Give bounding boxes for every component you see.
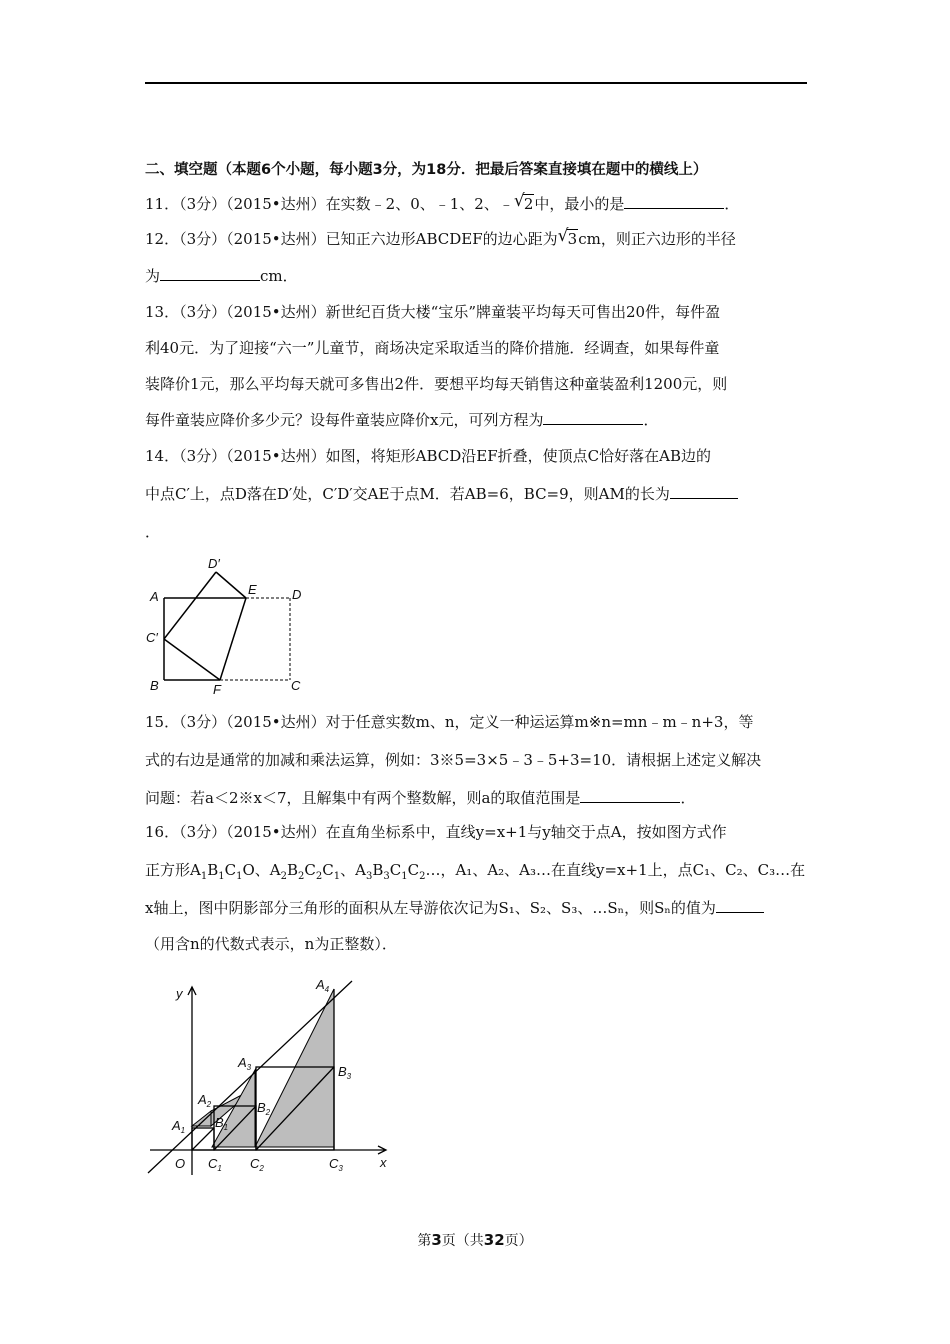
label-a1: $A_1$ bbox=[172, 1118, 186, 1135]
q15-line3-prefix: 问题：若a＜2※x＜7，且解集中有两个整数解，则a的取值范围是 bbox=[145, 789, 581, 807]
shaded-triangle-s1 bbox=[192, 1111, 211, 1126]
question-15-line3 bbox=[145, 788, 695, 808]
answer-blank[interactable] bbox=[670, 484, 738, 499]
total-pages: 32 bbox=[483, 1231, 505, 1249]
label-c1: $C_1$ bbox=[208, 1156, 222, 1173]
q16-line3-prefix: x轴上，图中阴影部分三角形的面积从左导游依次记为S₁、S₂、S₃、…Sₙ，则Sₙ的值为 bbox=[145, 899, 716, 917]
page-number: 3 bbox=[431, 1231, 442, 1249]
segment-dpe bbox=[216, 572, 246, 598]
question-14-line2 bbox=[145, 484, 738, 504]
shaded-triangle-s3 bbox=[255, 989, 334, 1147]
q11-prefix: 11．（3分）（2015•达州）在实数﹣2、0、﹣1、2、﹣ bbox=[145, 195, 514, 213]
q11-suffix: 中，最小的是 bbox=[534, 195, 625, 213]
label-d: D bbox=[292, 587, 302, 602]
footer-pre: 第 bbox=[417, 1233, 432, 1249]
q12-radicand: 3 bbox=[567, 230, 578, 248]
label-a: A bbox=[150, 589, 159, 604]
label-a4: $A_4$ bbox=[316, 977, 330, 994]
q16-line2-a: 正方形A bbox=[145, 861, 201, 879]
label-x: x bbox=[380, 1155, 387, 1170]
segment-cpf bbox=[164, 639, 220, 680]
q16-figure bbox=[140, 975, 400, 1185]
segment-cpdp bbox=[164, 572, 216, 639]
q12-suffix: cm，则正六边形的半径 bbox=[578, 230, 736, 248]
label-e: E bbox=[248, 582, 257, 597]
question-13-line3: 装降价1元，那么平均每天就可多售出2件．要想平均每天销售这种童装盈利1200元，则 bbox=[145, 375, 728, 393]
question-12-line2 bbox=[145, 266, 298, 286]
diag-1 bbox=[192, 1128, 214, 1150]
section-heading: 二、填空题（本题6个小题，每小题3分，为18分．把最后答案直接填在题中的横线上） bbox=[145, 162, 708, 178]
q14-line2-prefix: 中点C′上，点D落在D′处，C′D′交AE于点M．若AB=6，BC=9，则AM的长为 bbox=[145, 485, 670, 503]
question-16-line4: （用含n的代数式表示，n为正整数）． bbox=[145, 935, 397, 953]
question-15-line2: 式的右边是通常的加减和乘法运算，例如：3※5=3×5﹣3﹣5+3=10．请根据上述定义解决 bbox=[145, 751, 762, 769]
answer-blank[interactable] bbox=[160, 266, 260, 281]
page-footer bbox=[0, 1230, 950, 1250]
label-y: y bbox=[176, 986, 183, 1001]
footer-mid: 页（共 bbox=[441, 1233, 484, 1249]
q11-end: ． bbox=[724, 195, 740, 213]
label-b3: $B_3$ bbox=[338, 1064, 352, 1081]
question-14-line1: 14．（3分）（2015•达州）如图，将矩形ABCD沿EF折叠，使顶点C恰好落在AB边的 bbox=[145, 447, 711, 465]
label-d-prime: D′ bbox=[208, 556, 220, 571]
question-16-line1: 16．（3分）（2015•达州）在直角坐标系中，直线y=x+1与y轴交于点A，按如图方式作 bbox=[145, 823, 727, 841]
q16-line2-rest: ，A₁、A₂、A₃…在直线y=x+1上，点C₁、C₂、C₃…在 bbox=[440, 861, 806, 879]
label-c-prime: C′ bbox=[146, 630, 158, 645]
sqrt-symbol: √ 2 bbox=[513, 191, 534, 213]
label-c3: $C_3$ bbox=[329, 1156, 343, 1173]
question-13-line4 bbox=[145, 410, 658, 430]
label-a2: $A_2$ bbox=[198, 1092, 212, 1109]
answer-blank[interactable] bbox=[716, 898, 764, 913]
answer-blank[interactable] bbox=[624, 194, 724, 209]
label-b: B bbox=[150, 678, 159, 693]
question-12 bbox=[145, 226, 736, 249]
question-11 bbox=[145, 191, 740, 214]
header-rule bbox=[145, 82, 807, 84]
question-16-line2: 正方形$A_1B_1C_1O$、$A_2B_2C_2C_1$、$A_3B_3C_1C_2\dots$，A₁、A₂、A₃…在直线y=x+1上，点C₁、C₂、C₃…在 bbox=[145, 861, 806, 882]
answer-blank[interactable] bbox=[543, 410, 643, 425]
footer-post: 页） bbox=[504, 1233, 533, 1249]
q12-line2-prefix: 为 bbox=[145, 267, 161, 285]
question-15-line1: 15．（3分）（2015•达州）对于任意实数m、n，定义一种运运算m※n=mn﹣m﹣n+3，等 bbox=[145, 713, 754, 731]
q13-line4-prefix: 每件童装应降价多少元？设每件童装应降价x元，可列方程为 bbox=[145, 411, 544, 429]
label-f: F bbox=[213, 682, 221, 697]
q13-line4-end: ． bbox=[643, 411, 659, 429]
q15-line3-end: ． bbox=[680, 789, 696, 807]
answer-blank[interactable] bbox=[580, 788, 680, 803]
fold-line-ef bbox=[220, 598, 246, 680]
label-c2: $C_2$ bbox=[250, 1156, 264, 1173]
question-16-line3 bbox=[145, 898, 764, 918]
label-c: C bbox=[291, 678, 301, 693]
sqrt-symbol: √ 3 bbox=[557, 226, 578, 248]
label-b1: $B_1$ bbox=[215, 1115, 229, 1132]
label-b2: $B_2$ bbox=[257, 1100, 271, 1117]
q14-figure bbox=[140, 552, 320, 698]
label-a3: $A_3$ bbox=[238, 1055, 252, 1072]
q12-line2-suffix: cm． bbox=[260, 267, 298, 285]
label-o: O bbox=[175, 1156, 186, 1171]
question-13-line2: 利40元．为了迎接“六一”儿童节，商场决定采取适当的降价措施．经调查，如果每件童 bbox=[145, 339, 720, 357]
question-13-line1: 13．（3分）（2015•达州）新世纪百货大楼“宝乐”牌童装平均每天可售出20件，每件盈 bbox=[145, 303, 721, 321]
q11-radicand: 2 bbox=[523, 195, 534, 213]
q12-prefix: 12．（3分）（2015•达州）已知正六边形ABCDEF的边心距为 bbox=[145, 230, 558, 248]
question-14-line3: ． bbox=[145, 523, 161, 541]
